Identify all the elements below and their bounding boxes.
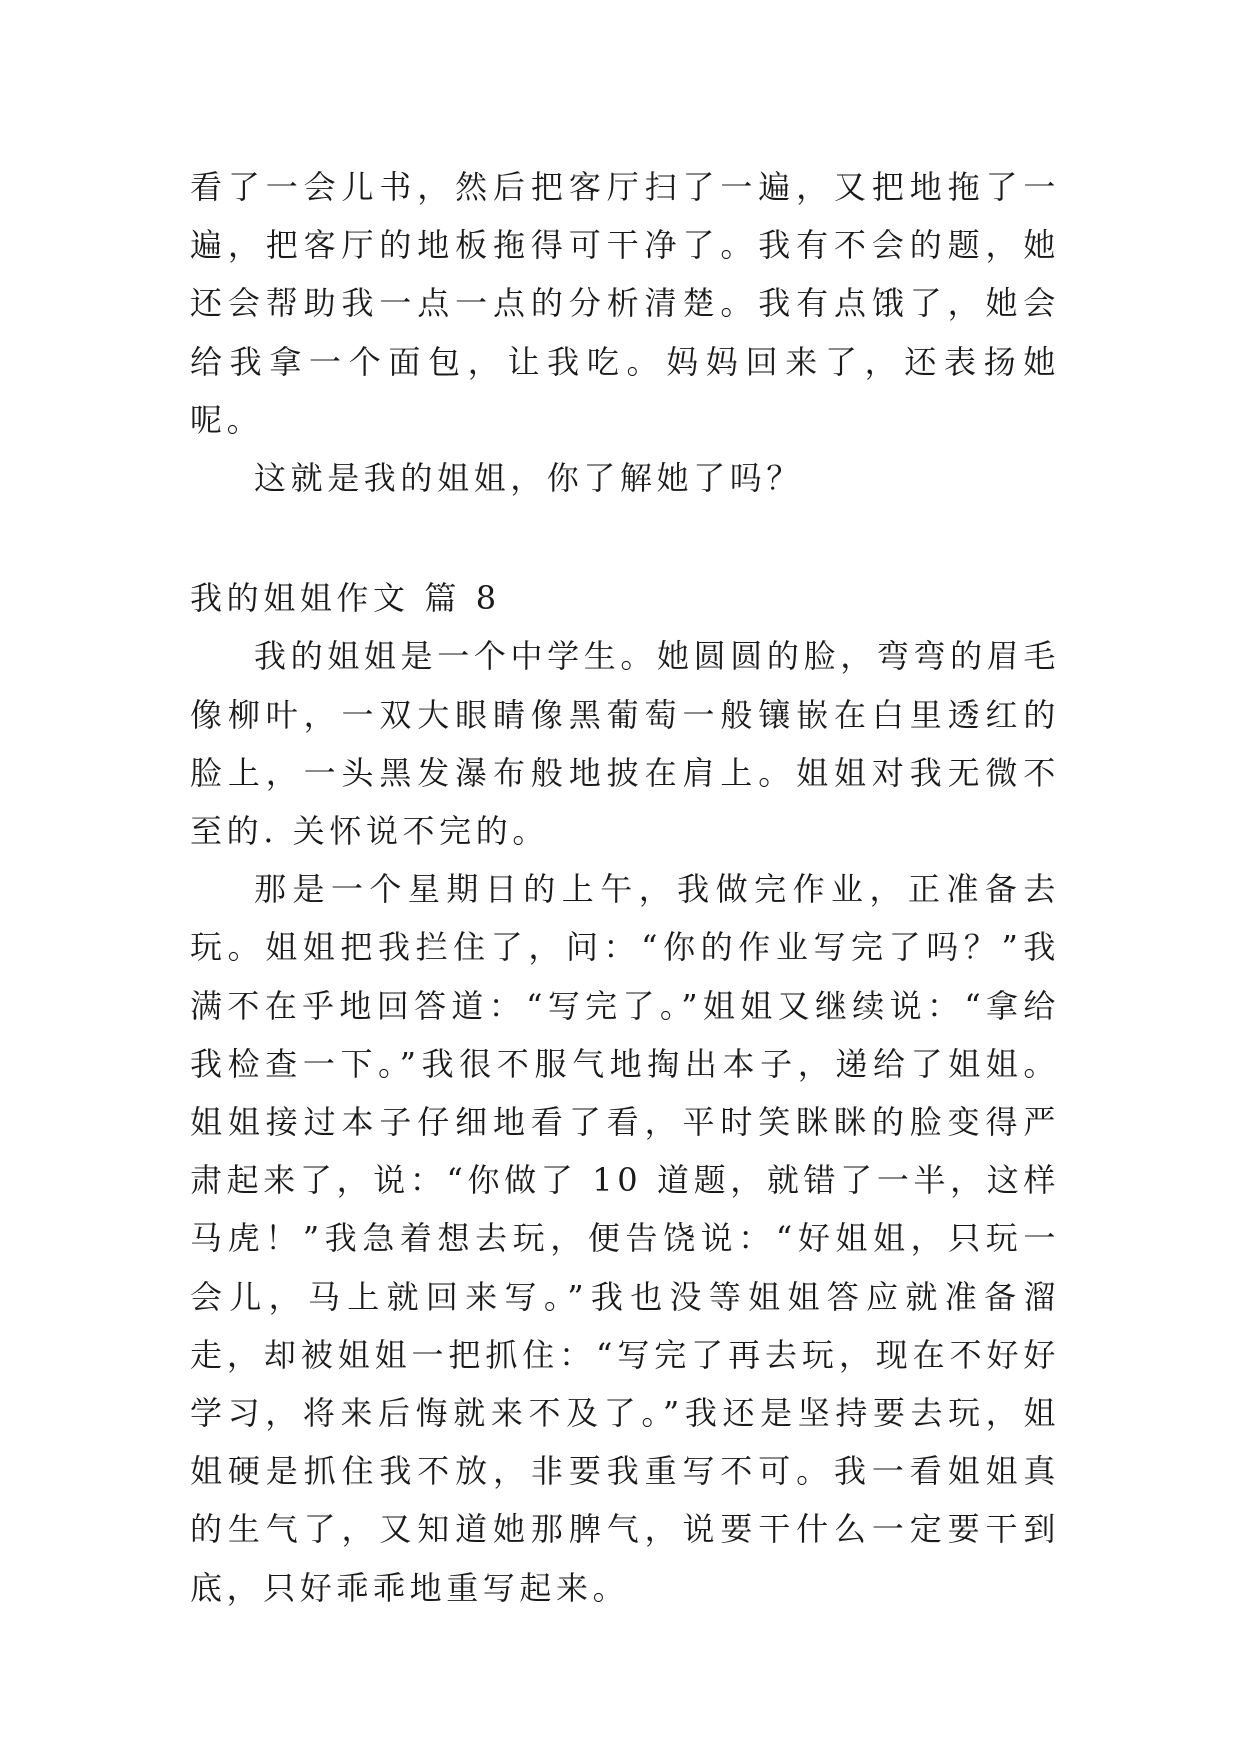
paragraph-closing-question: 这就是我的姐姐，你了解她了吗？	[254, 459, 804, 498]
paragraph-sister-description: 我的姐姐是一个中学生。她圆圆的脸，弯弯的眉毛像柳叶，一双大眼睛像黑葡萄一般镶嵌在白里透红的脸上，一头黑发瀑布般地披在肩上。姐姐对我无微不至的. 关怀说不完的。	[190, 637, 1060, 851]
paragraph-continuation: 看了一会儿书，然后把客厅扫了一遍，又把地拖了一遍，把客厅的地板拖得可干净了。我有不会的题，她还会帮助我一点一点的分析清楚。我有点饿了，她会给我拿一个面包，让我吃。妈妈回来了，还表扬她呢。	[190, 168, 1060, 439]
paragraph-sunday-story: 那是一个星期日的上午，我做完作业，正准备去玩。姐姐把我拦住了，问：“你的作业写完了吗？”我满不在乎地回答道：“写完了。”姐姐又继续说：“拿给我检查一下。”我很不服气地掏出本子，递给了姐姐。姐姐接过本子仔细地看了看，平时笑眯眯的脸变得严肃起来了，说：“你做了 10 道题，就错了一半，这样马虎！”我急着想去玩，便告饶说：“好姐姐，只玩一会儿，马上就回来写。”我也没等姐姐答应就准备溜走，却被姐姐一把抓住：“写完了再去玩，现在不好好学习，将来后悔就来不及了。”我还是坚持要去玩，姐姐硬是抓住我不放，非要我重写不可。我一看姐姐真的生气了，又知道她那脾气，说要干什么一定要干到底，只好乖乖地重写起来。	[190, 870, 1060, 1607]
document-body	[190, 158, 1060, 1617]
section-heading: 我的姐姐作文 篇 8	[190, 579, 501, 618]
